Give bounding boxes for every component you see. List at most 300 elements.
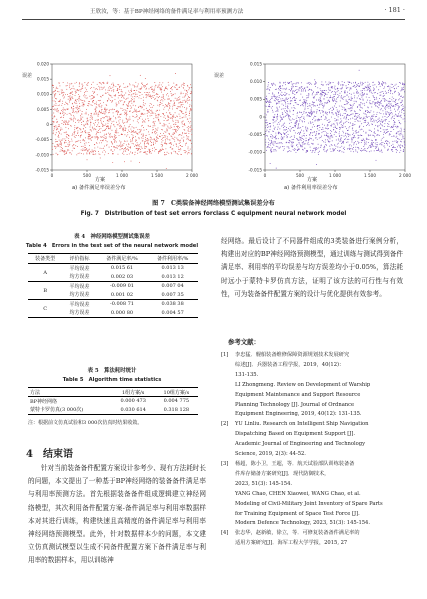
data-point bbox=[144, 146, 145, 147]
data-point bbox=[380, 102, 381, 103]
data-point bbox=[312, 127, 313, 128]
data-point bbox=[361, 117, 362, 118]
data-point bbox=[372, 121, 373, 122]
data-point bbox=[311, 107, 312, 108]
data-point bbox=[129, 92, 130, 93]
data-point bbox=[380, 143, 381, 144]
data-point bbox=[324, 95, 325, 96]
data-point bbox=[404, 84, 405, 85]
data-point bbox=[129, 147, 130, 148]
data-point bbox=[60, 113, 61, 114]
data-point bbox=[290, 137, 291, 138]
data-point bbox=[289, 94, 290, 95]
data-point bbox=[155, 86, 156, 87]
data-point bbox=[305, 100, 306, 101]
data-point bbox=[300, 144, 301, 145]
data-point bbox=[307, 106, 308, 107]
data-point bbox=[97, 132, 98, 133]
data-point bbox=[191, 93, 192, 94]
data-point bbox=[140, 88, 141, 89]
data-point bbox=[305, 106, 306, 107]
data-point bbox=[269, 90, 270, 91]
table-cell: 0.013 13 bbox=[161, 265, 184, 272]
data-point bbox=[132, 126, 133, 127]
reference-line: 综述[J]．兵器装备工程学报，2019，40(12)： bbox=[235, 361, 345, 368]
data-point bbox=[302, 120, 303, 121]
data-point bbox=[291, 100, 292, 101]
data-point bbox=[188, 100, 189, 101]
data-point bbox=[104, 130, 105, 131]
data-point bbox=[352, 134, 353, 135]
data-point bbox=[166, 112, 167, 113]
data-point bbox=[398, 113, 399, 114]
data-point bbox=[271, 151, 272, 152]
data-point bbox=[282, 104, 283, 105]
data-point bbox=[100, 106, 101, 107]
data-point bbox=[319, 119, 320, 120]
data-point bbox=[326, 145, 327, 146]
data-point bbox=[78, 153, 79, 154]
data-point bbox=[147, 138, 148, 139]
data-point bbox=[144, 122, 145, 123]
data-point bbox=[158, 119, 159, 120]
data-point bbox=[191, 91, 192, 92]
data-point bbox=[71, 108, 72, 109]
data-point bbox=[173, 124, 174, 125]
data-point bbox=[75, 95, 76, 96]
data-point bbox=[297, 92, 298, 93]
data-point bbox=[187, 98, 188, 99]
data-point bbox=[177, 98, 178, 99]
data-point bbox=[187, 94, 188, 95]
data-point bbox=[324, 147, 325, 148]
data-point bbox=[383, 83, 384, 84]
data-point bbox=[324, 98, 325, 99]
data-point bbox=[153, 105, 154, 106]
data-point bbox=[369, 116, 370, 117]
data-point bbox=[366, 87, 367, 88]
data-point bbox=[99, 82, 100, 83]
data-point bbox=[320, 98, 321, 99]
data-point bbox=[367, 124, 368, 125]
data-point bbox=[72, 135, 73, 136]
data-point bbox=[131, 95, 132, 96]
data-point bbox=[178, 140, 179, 141]
data-point bbox=[101, 113, 102, 114]
data-point bbox=[105, 124, 106, 125]
data-point bbox=[265, 133, 266, 134]
data-point bbox=[341, 137, 342, 138]
data-point bbox=[368, 111, 369, 112]
data-point bbox=[141, 113, 142, 114]
data-point bbox=[289, 118, 290, 119]
data-point bbox=[90, 125, 91, 126]
data-point bbox=[52, 121, 53, 122]
data-point bbox=[349, 90, 350, 91]
data-point bbox=[370, 86, 371, 87]
data-point bbox=[73, 106, 74, 107]
data-point bbox=[166, 154, 167, 155]
data-point bbox=[380, 128, 381, 129]
data-point bbox=[324, 92, 325, 93]
data-point bbox=[63, 82, 64, 83]
data-point bbox=[160, 150, 161, 151]
data-point bbox=[164, 135, 165, 136]
data-point bbox=[167, 99, 168, 100]
data-point bbox=[319, 130, 320, 131]
data-point bbox=[314, 116, 315, 117]
data-point bbox=[123, 145, 124, 146]
data-point bbox=[335, 94, 336, 95]
data-point bbox=[384, 95, 385, 96]
data-point bbox=[146, 135, 147, 136]
data-point bbox=[374, 114, 375, 115]
data-point bbox=[140, 132, 141, 133]
data-point bbox=[393, 105, 394, 106]
data-point bbox=[351, 94, 352, 95]
data-point bbox=[339, 131, 340, 132]
data-point bbox=[57, 88, 58, 89]
data-point bbox=[392, 97, 393, 98]
data-point bbox=[169, 98, 170, 99]
data-point bbox=[89, 136, 90, 137]
data-point bbox=[280, 86, 281, 87]
data-point bbox=[144, 87, 145, 88]
data-point bbox=[289, 150, 290, 151]
data-point bbox=[393, 136, 394, 137]
data-point bbox=[274, 96, 275, 97]
data-point bbox=[191, 129, 192, 130]
data-point bbox=[151, 153, 152, 154]
data-point bbox=[280, 147, 281, 148]
data-point bbox=[271, 149, 272, 150]
data-point bbox=[173, 117, 174, 118]
data-point bbox=[63, 110, 64, 111]
data-point bbox=[342, 151, 343, 152]
data-point bbox=[74, 125, 75, 126]
figure-caption-en: Fig. 7 Distribution of test set errors forclass C equipment neural network model bbox=[80, 211, 347, 217]
data-point bbox=[79, 83, 80, 84]
data-point bbox=[321, 116, 322, 117]
data-point bbox=[68, 128, 69, 129]
data-point bbox=[272, 131, 273, 132]
data-point bbox=[273, 142, 274, 143]
data-point bbox=[68, 144, 69, 145]
data-point bbox=[365, 110, 366, 111]
data-point bbox=[292, 145, 293, 146]
data-point bbox=[58, 110, 59, 111]
data-point bbox=[93, 87, 94, 88]
data-point bbox=[367, 110, 368, 111]
data-point bbox=[69, 83, 70, 84]
data-point bbox=[77, 141, 78, 142]
data-point bbox=[169, 123, 170, 124]
data-point bbox=[182, 84, 183, 85]
data-point bbox=[385, 91, 386, 92]
data-point bbox=[136, 90, 137, 91]
data-point bbox=[121, 94, 122, 95]
data-point bbox=[314, 105, 315, 106]
data-point bbox=[111, 88, 112, 89]
data-point bbox=[127, 108, 128, 109]
y-tick-label: -0.015 bbox=[248, 167, 262, 173]
data-point bbox=[177, 108, 178, 109]
data-point bbox=[109, 134, 110, 135]
data-point bbox=[348, 134, 349, 135]
data-point bbox=[114, 136, 115, 137]
data-point bbox=[141, 129, 142, 130]
data-point bbox=[124, 114, 125, 115]
data-point bbox=[118, 117, 119, 118]
data-point bbox=[133, 135, 134, 136]
data-point bbox=[335, 92, 336, 93]
data-point bbox=[73, 111, 74, 112]
data-point bbox=[73, 110, 74, 111]
data-point bbox=[269, 106, 270, 107]
data-point bbox=[130, 141, 131, 142]
data-point bbox=[94, 150, 95, 151]
data-point bbox=[93, 97, 94, 98]
data-point bbox=[369, 130, 370, 131]
data-point bbox=[292, 88, 293, 89]
data-point bbox=[384, 101, 385, 102]
data-point bbox=[55, 134, 56, 135]
data-point bbox=[139, 129, 140, 130]
data-point bbox=[373, 142, 374, 143]
data-point bbox=[134, 98, 135, 99]
data-point bbox=[317, 105, 318, 106]
data-point bbox=[353, 151, 354, 152]
data-point bbox=[294, 148, 295, 149]
data-point bbox=[292, 98, 293, 99]
data-point bbox=[321, 119, 322, 120]
data-point bbox=[122, 134, 123, 135]
data-point bbox=[290, 111, 291, 112]
data-point bbox=[68, 146, 69, 147]
data-point bbox=[130, 124, 131, 125]
data-point bbox=[291, 136, 292, 137]
data-point bbox=[79, 108, 80, 109]
data-point bbox=[289, 140, 290, 141]
data-point bbox=[371, 131, 372, 132]
data-point bbox=[368, 147, 369, 148]
data-point bbox=[172, 86, 173, 87]
data-point bbox=[108, 123, 109, 124]
data-point bbox=[135, 111, 136, 112]
data-point bbox=[76, 135, 77, 136]
data-point bbox=[148, 120, 149, 121]
data-point bbox=[126, 115, 127, 116]
data-point bbox=[382, 85, 383, 86]
data-point bbox=[117, 113, 118, 114]
data-point bbox=[101, 122, 102, 123]
data-point bbox=[315, 81, 316, 82]
data-point bbox=[98, 100, 99, 101]
data-point bbox=[117, 114, 118, 115]
data-point bbox=[272, 144, 273, 145]
data-point bbox=[266, 96, 267, 97]
data-point bbox=[272, 147, 273, 148]
data-point bbox=[391, 105, 392, 106]
data-point bbox=[289, 123, 290, 124]
data-point bbox=[364, 103, 365, 104]
data-point bbox=[76, 111, 77, 112]
data-point bbox=[178, 97, 179, 98]
data-point bbox=[329, 146, 330, 147]
data-point bbox=[353, 125, 354, 126]
data-point bbox=[375, 116, 376, 117]
data-point bbox=[394, 124, 395, 125]
data-point bbox=[346, 128, 347, 129]
data-point bbox=[137, 153, 138, 154]
data-point bbox=[298, 140, 299, 141]
data-point bbox=[388, 103, 389, 104]
data-point bbox=[395, 91, 396, 92]
data-point bbox=[285, 106, 286, 107]
data-point bbox=[400, 83, 401, 84]
data-point bbox=[306, 131, 307, 132]
data-point bbox=[88, 103, 89, 104]
table-cell: 0.001 02 bbox=[110, 291, 134, 298]
plot-frame bbox=[265, 64, 405, 170]
data-point bbox=[366, 138, 367, 139]
data-point bbox=[364, 120, 365, 121]
data-point bbox=[386, 143, 387, 144]
data-point bbox=[164, 115, 165, 116]
data-point bbox=[310, 123, 311, 124]
data-point bbox=[373, 85, 374, 86]
data-point bbox=[331, 136, 332, 137]
data-point bbox=[180, 140, 181, 141]
data-point bbox=[165, 142, 166, 143]
data-point bbox=[82, 88, 83, 89]
data-point bbox=[58, 135, 59, 136]
data-point bbox=[311, 89, 312, 90]
data-point bbox=[378, 148, 379, 149]
data-point bbox=[164, 126, 165, 127]
data-point bbox=[374, 92, 375, 93]
data-point bbox=[117, 90, 118, 91]
data-point bbox=[122, 91, 123, 92]
data-point bbox=[145, 103, 146, 104]
data-point bbox=[140, 106, 141, 107]
data-point bbox=[293, 139, 294, 140]
data-point bbox=[148, 149, 149, 150]
data-point bbox=[64, 142, 65, 143]
data-point bbox=[370, 147, 371, 148]
data-point bbox=[190, 140, 191, 141]
data-point bbox=[364, 118, 365, 119]
data-point bbox=[125, 87, 126, 88]
data-point bbox=[147, 151, 148, 152]
data-point bbox=[319, 133, 320, 134]
data-point bbox=[106, 134, 107, 135]
data-point bbox=[66, 152, 67, 153]
data-point bbox=[102, 89, 103, 90]
data-point bbox=[178, 147, 179, 148]
data-point bbox=[329, 90, 330, 91]
data-point bbox=[381, 108, 382, 109]
data-point bbox=[162, 100, 163, 101]
data-point bbox=[125, 93, 126, 94]
data-point bbox=[304, 109, 305, 110]
data-point bbox=[376, 160, 377, 161]
data-point bbox=[265, 131, 266, 132]
data-point bbox=[278, 88, 279, 89]
data-point bbox=[333, 109, 334, 110]
data-point bbox=[74, 88, 75, 89]
data-point bbox=[389, 89, 390, 90]
data-point bbox=[389, 121, 390, 122]
data-point bbox=[359, 105, 360, 106]
reference-line: for Training Equipment of Space Test Force [J]. bbox=[235, 510, 360, 517]
data-point bbox=[337, 94, 338, 95]
data-point bbox=[191, 134, 192, 135]
data-point bbox=[327, 133, 328, 134]
data-point bbox=[89, 136, 90, 137]
data-point bbox=[54, 95, 55, 96]
data-point bbox=[359, 117, 360, 118]
data-point bbox=[173, 138, 174, 139]
data-point bbox=[368, 134, 369, 135]
data-point bbox=[276, 138, 277, 139]
data-point bbox=[282, 114, 283, 115]
data-point bbox=[170, 143, 171, 144]
data-point bbox=[277, 146, 278, 147]
data-point bbox=[100, 132, 101, 133]
data-point bbox=[139, 162, 140, 163]
data-point bbox=[296, 86, 297, 87]
data-point bbox=[142, 82, 143, 83]
data-point bbox=[149, 112, 150, 113]
data-point bbox=[403, 110, 404, 111]
data-point bbox=[290, 97, 291, 98]
data-point bbox=[268, 146, 269, 147]
data-point bbox=[387, 126, 388, 127]
data-point bbox=[347, 94, 348, 95]
data-point bbox=[377, 144, 378, 145]
data-point bbox=[113, 116, 114, 117]
data-point bbox=[65, 120, 66, 121]
data-point bbox=[142, 84, 143, 85]
data-point bbox=[75, 145, 76, 146]
data-point bbox=[276, 89, 277, 90]
data-point bbox=[277, 103, 278, 104]
data-point bbox=[115, 86, 116, 87]
data-point bbox=[173, 114, 174, 115]
data-point bbox=[287, 151, 288, 152]
data-point bbox=[123, 129, 124, 130]
data-point bbox=[160, 151, 161, 152]
data-point bbox=[381, 84, 382, 85]
data-point bbox=[391, 112, 392, 113]
data-point bbox=[164, 107, 165, 108]
data-point bbox=[159, 110, 160, 111]
data-point bbox=[150, 95, 151, 96]
data-point bbox=[56, 146, 57, 147]
data-point bbox=[73, 144, 74, 145]
data-point bbox=[276, 116, 277, 117]
data-point bbox=[138, 84, 139, 85]
data-point bbox=[360, 118, 361, 119]
data-point bbox=[326, 117, 327, 118]
data-point bbox=[338, 143, 339, 144]
data-point bbox=[115, 118, 116, 119]
data-point bbox=[133, 111, 134, 112]
data-point bbox=[140, 149, 141, 150]
data-point bbox=[353, 144, 354, 145]
data-point bbox=[381, 142, 382, 143]
